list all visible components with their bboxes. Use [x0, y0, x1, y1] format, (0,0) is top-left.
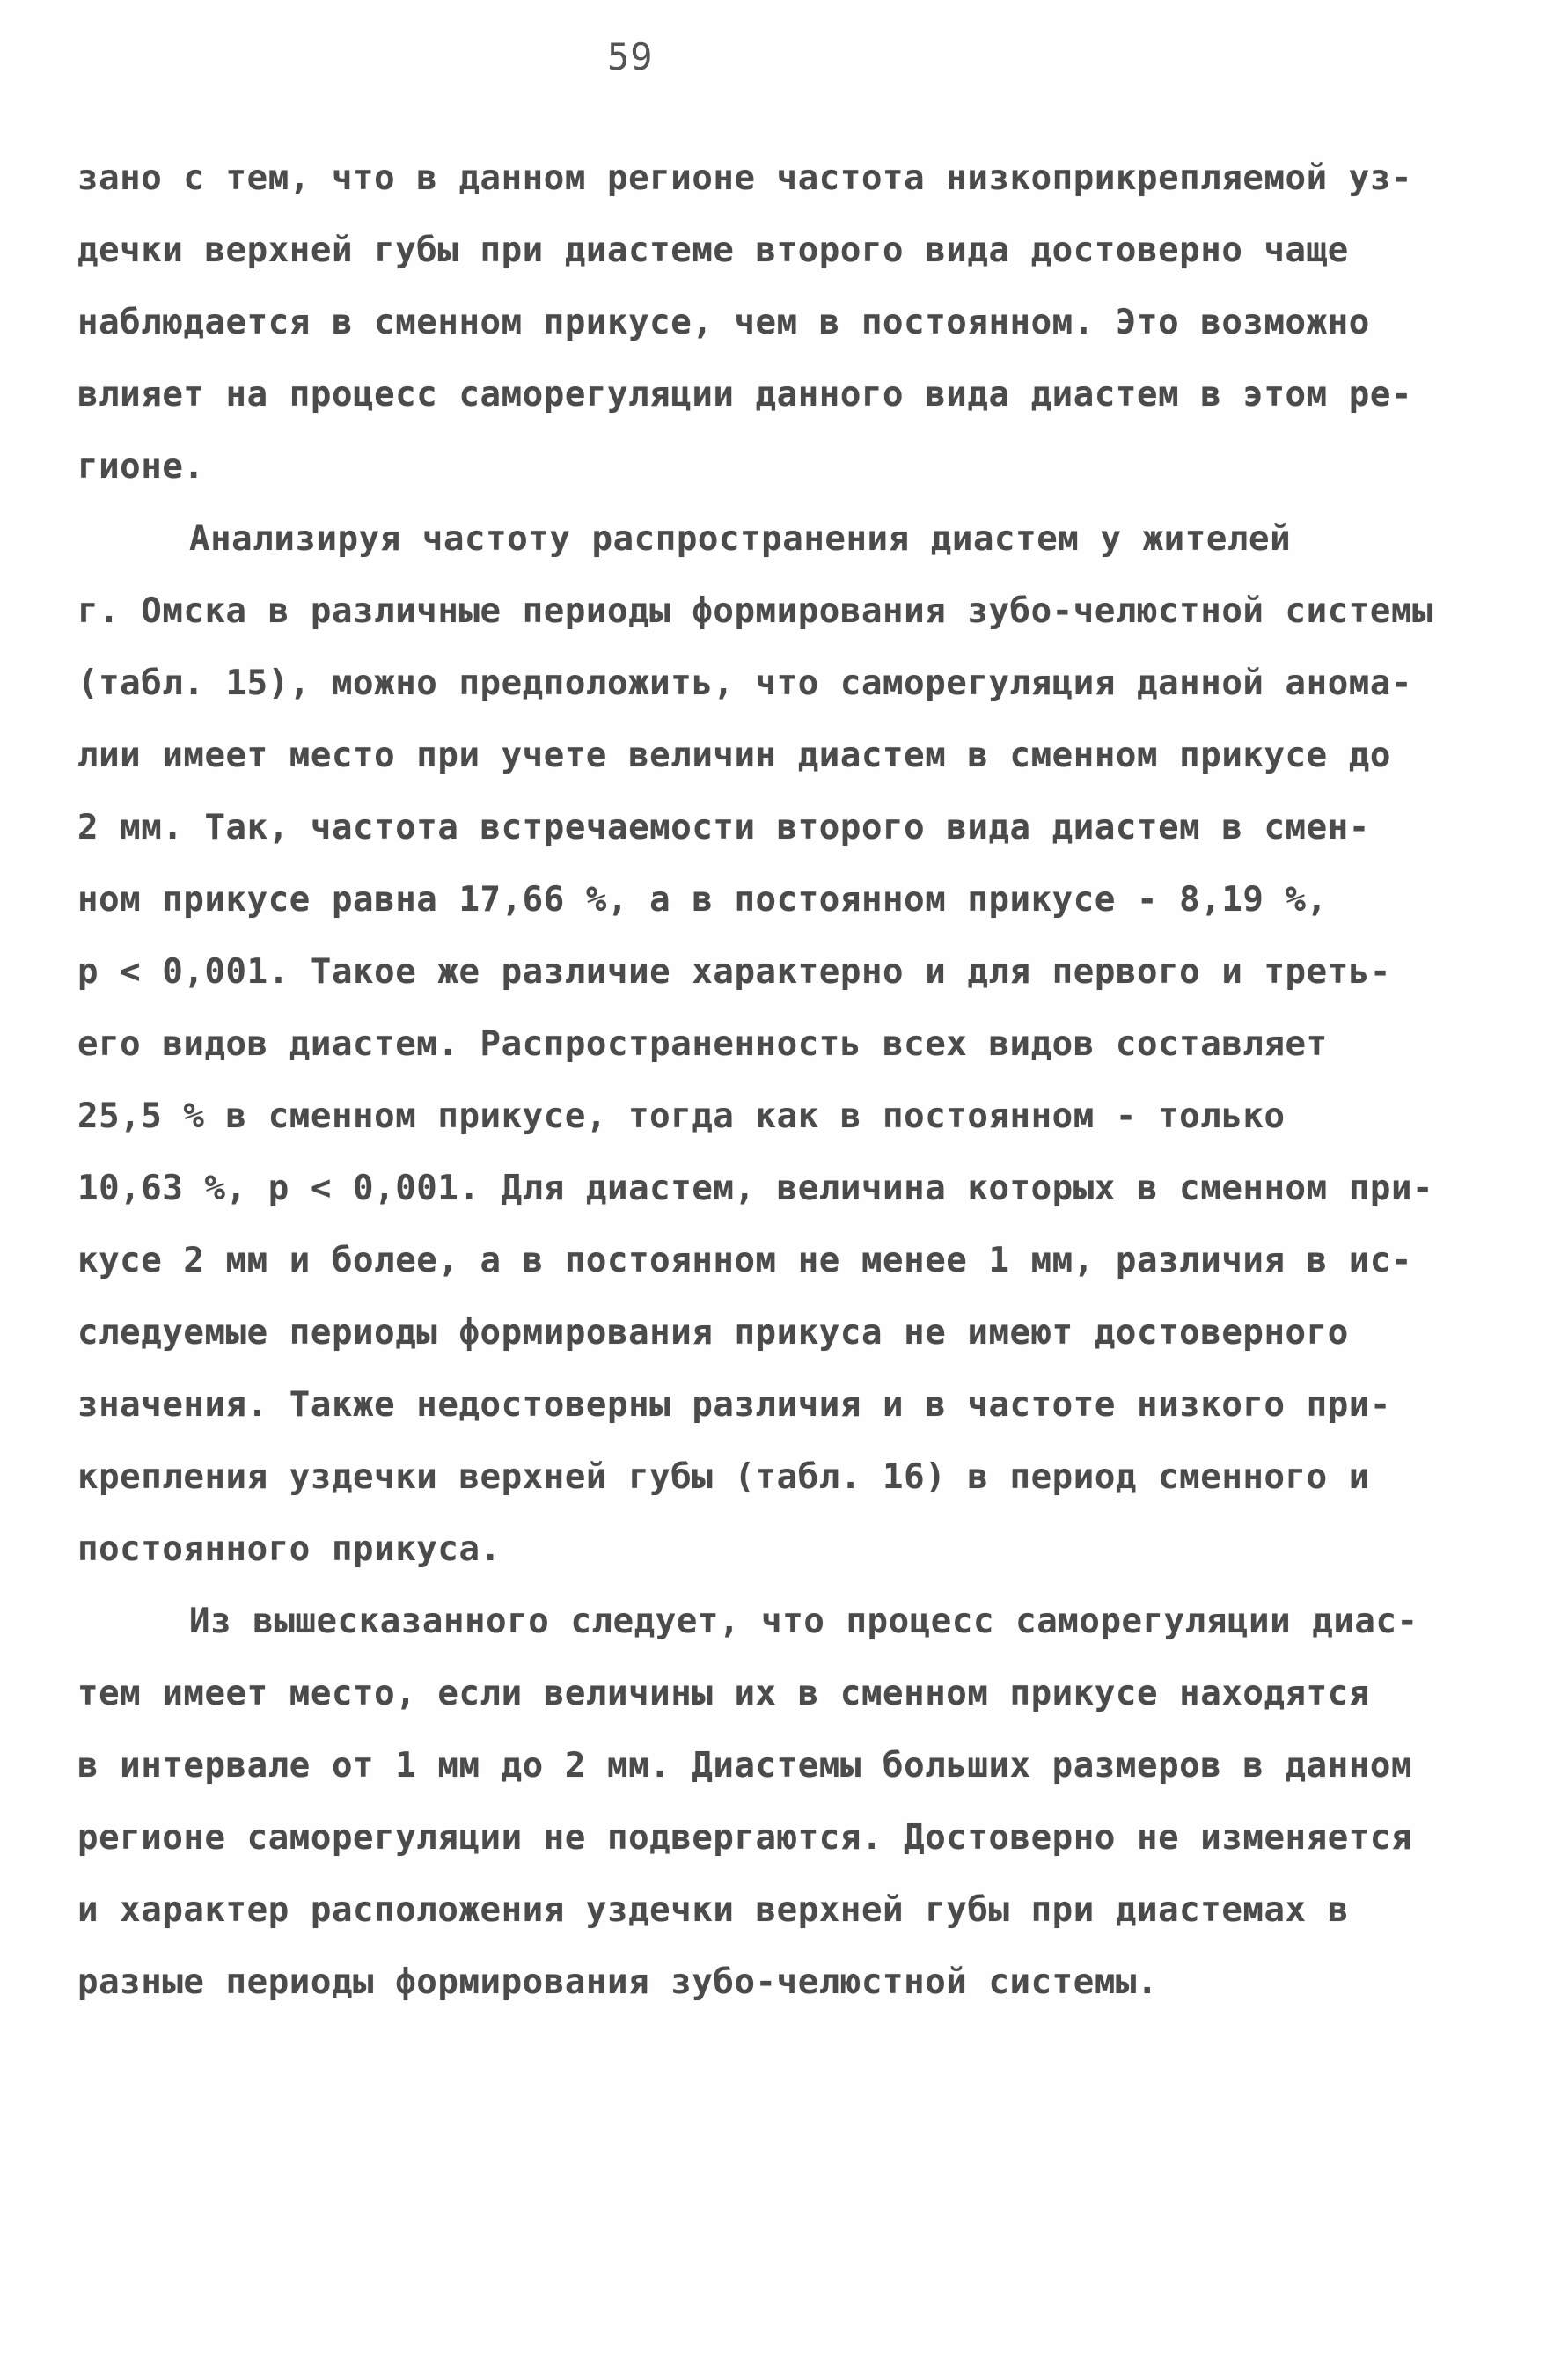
text-line: Из вышесказанного следует, что процесс саморегуляции диас-: [189, 1602, 1418, 1641]
text-line: г. Омска в различные периоды формирования зубо-челюстной системы: [77, 591, 1434, 631]
text-line: постоянного прикуса.: [77, 1529, 502, 1569]
text-line: его видов диастем. Распространенность всех видов составляет: [77, 1024, 1328, 1064]
text-line: регионе саморегуляции не подвергаются. Достоверно не изменяется: [77, 1818, 1413, 1858]
text-line: ном прикусе равна 17,66 %, а в постоянном прикусе - 8,19 %,: [77, 880, 1328, 920]
text-line: р < 0,001. Такое же различие характерно и для первого и треть-: [77, 952, 1391, 992]
text-line: значения. Также недостоверны различия и в частоте низкого при-: [77, 1385, 1391, 1425]
text-line: 25,5 % в сменном прикусе, тогда как в постоянном - только: [77, 1096, 1286, 1136]
text-line: (табл. 15), можно предположить, что саморегуляция данной анома-: [77, 664, 1413, 703]
text-line: следуемые периоды формирования прикуса не имеют достоверного: [77, 1313, 1349, 1353]
text-line: наблюдается в сменном прикусе, чем в постоянном. Это возможно: [77, 303, 1370, 342]
text-line: тем имеет место, если величины их в сменном прикусе находятся: [77, 1674, 1370, 1713]
text-line: влияет на процесс саморегуляции данного вида диастем в этом ре-: [77, 375, 1413, 414]
text-line: 10,63 %, р < 0,001. Для диастем, величина которых в сменном при-: [77, 1169, 1434, 1208]
text-line: крепления уздечки верхней губы (табл. 16) в период сменного и: [77, 1457, 1370, 1497]
text-line: гионе.: [77, 447, 205, 487]
text-line: кусе 2 мм и более, а в постоянном не менее 1 мм, различия в ис-: [77, 1241, 1413, 1280]
text-line: лии имеет место при учете величин диастем в сменном прикусе до: [77, 736, 1391, 775]
text-line: в интервале от 1 мм до 2 мм. Диастемы больших размеров в данном: [77, 1746, 1413, 1786]
text-line: Анализируя частоту распространения диастем у жителей: [189, 519, 1292, 559]
text-line: разные периоды формирования зубо-челюстной системы.: [77, 1962, 1159, 2002]
text-line: зано с тем, что в данном регионе частота низкоприкрепляемой уз-: [77, 158, 1413, 198]
text-line: и характер расположения уздечки верхней губы при диастемах в: [77, 1890, 1349, 1930]
text-line: 2 мм. Так, частота встречаемости второго вида диастем в смен-: [77, 808, 1370, 847]
page-number: 59: [607, 35, 654, 78]
text-line: дечки верхней губы при диастеме второго вида достоверно чаще: [77, 231, 1349, 270]
